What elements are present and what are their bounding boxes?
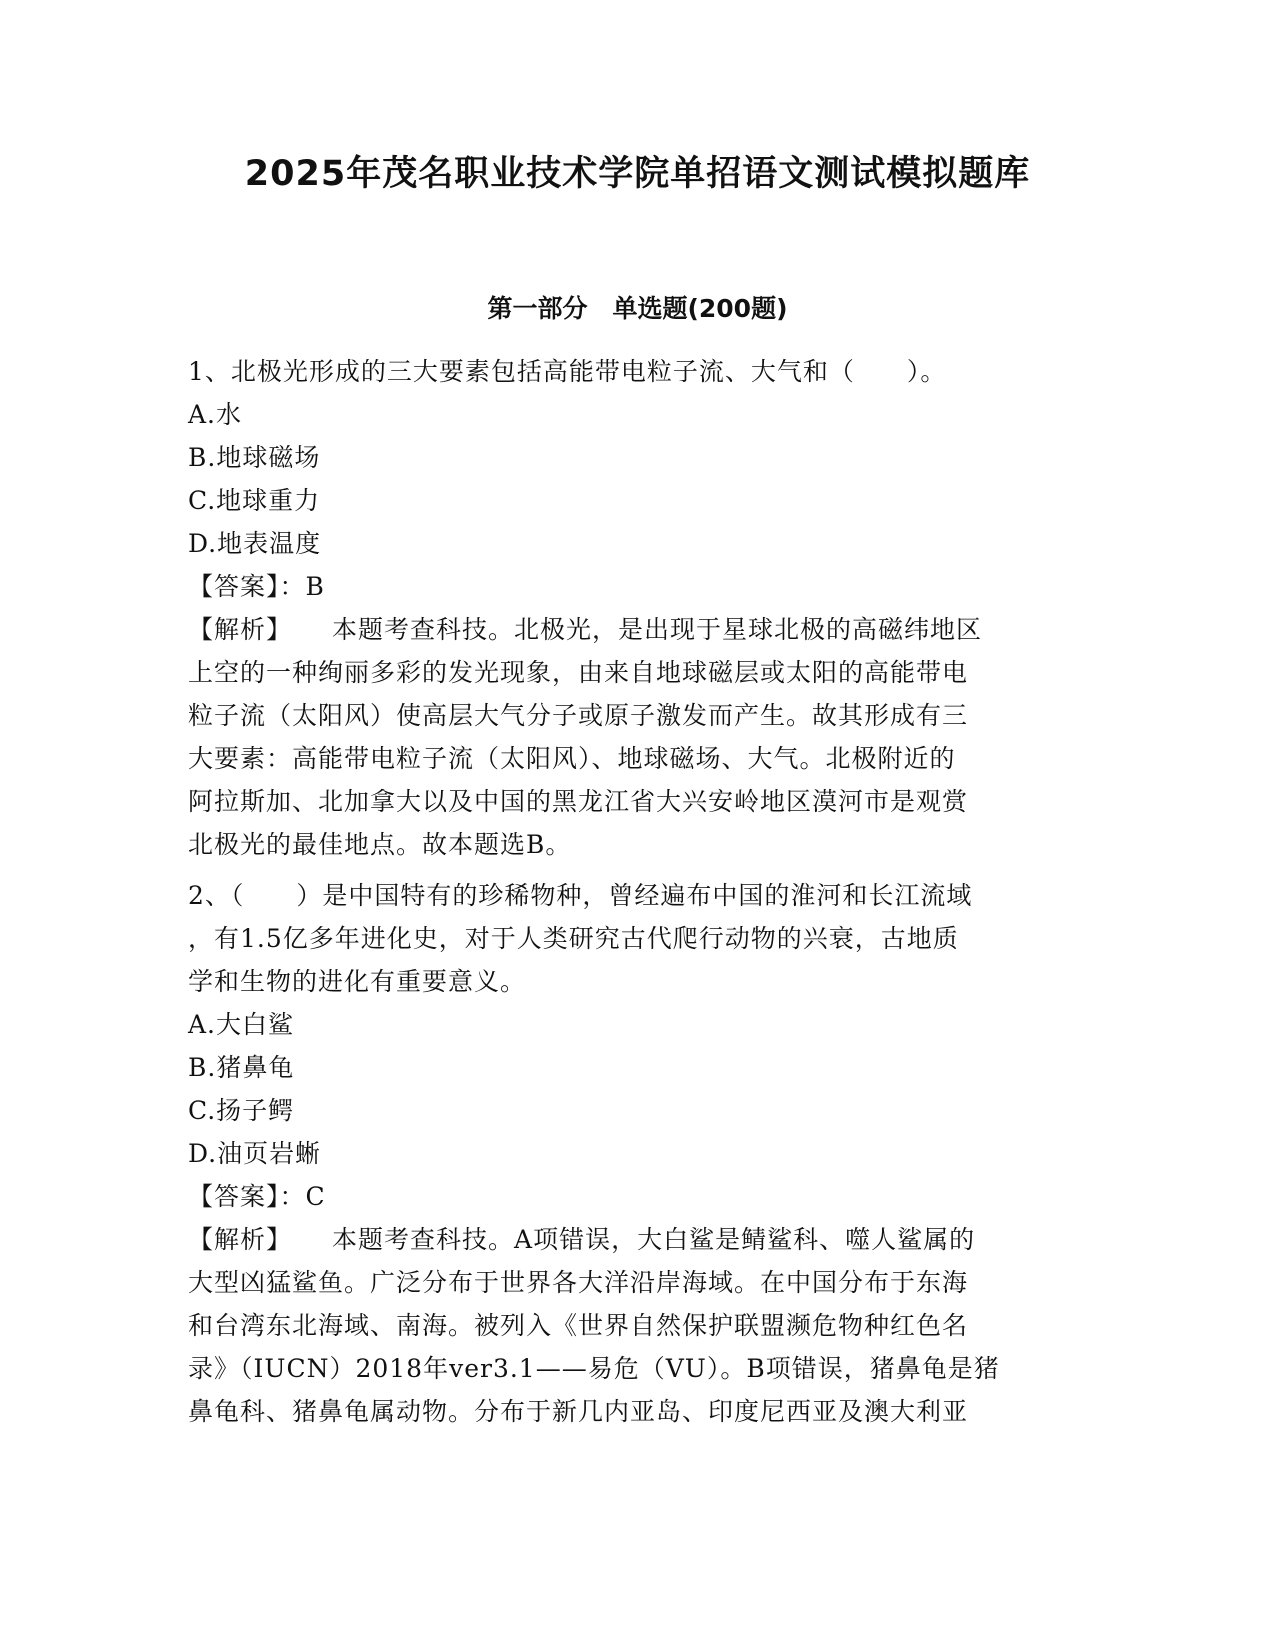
question-2: [188, 874, 1078, 1433]
option-c: C.地球重力: [188, 486, 321, 515]
option-a: A.水: [188, 400, 243, 429]
analysis-line: 粒子流（太阳风）使高层大气分子或原子激发而产生。故其形成有三: [188, 701, 969, 730]
question-1: [188, 350, 1078, 866]
analysis-label: 【解析】: [188, 615, 293, 644]
analysis-text: 本题考查科技。A项错误，大白鲨是鲭鲨科、噬人鲨属的: [332, 1225, 976, 1254]
question-stem-line: 学和生物的进化有重要意义。: [188, 967, 527, 996]
option-b: B.地球磁场: [188, 443, 321, 472]
analysis-line: 录》（IUCN）2018年ver3.1——易危（VU）。B项错误，猪鼻龟是猪: [188, 1354, 1000, 1383]
analysis-line: 北极光的最佳地点。故本题选B。: [188, 830, 572, 859]
analysis-text: 本题考查科技。北极光，是出现于星球北极的高磁纬地区: [332, 615, 983, 644]
answer-line: 【答案】：C: [188, 1182, 326, 1211]
analysis-line: 鼻龟科、猪鼻龟属动物。分布于新几内亚岛、印度尼西亚及澳大利亚: [188, 1397, 969, 1426]
analysis-line: 上空的一种绚丽多彩的发光现象，由来自地球磁层或太阳的高能带电: [188, 658, 969, 687]
question-list: [188, 350, 1078, 1433]
question-stem-line: ，有1.5亿多年进化史，对于人类研究古代爬行动物的兴衰，古地质: [188, 924, 959, 953]
analysis-label: 【解析】: [188, 1225, 293, 1254]
option-d: D.油页岩蜥: [188, 1139, 322, 1168]
document-title: 2025年茂名职业技术学院单招语文测试模拟题库: [244, 154, 1031, 194]
analysis-line: 大要素：高能带电粒子流（太阳风）、地球磁场、大气。北极附近的: [188, 744, 956, 773]
question-stem-line: 2、（ ）是中国特有的珍稀物种，曾经遍布中国的淮河和长江流域: [188, 881, 973, 910]
analysis-line: 和台湾东北海域、南海。被列入《世界自然保护联盟濒危物种红色名: [188, 1311, 969, 1340]
analysis-first-line: [188, 1218, 1078, 1261]
question-stem-line: 1、北极光形成的三大要素包括高能带电粒子流、大气和（ ）。: [188, 357, 947, 386]
analysis-line: 大型凶猛鲨鱼。广泛分布于世界各大洋沿岸海域。在中国分布于东海: [188, 1268, 969, 1297]
option-a: A.大白鲨: [188, 1010, 295, 1039]
analysis-line: 阿拉斯加、北加拿大以及中国的黑龙江省大兴安岭地区漠河市是观赏: [188, 787, 969, 816]
answer-line: 【答案】：B: [188, 572, 325, 601]
option-d: D.地表温度: [188, 529, 322, 558]
option-b: B.猪鼻龟: [188, 1053, 295, 1082]
section-title: 第一部分 单选题(200题): [487, 294, 788, 323]
analysis-first-line: [188, 608, 1078, 651]
option-c: C.扬子鳄: [188, 1096, 295, 1125]
